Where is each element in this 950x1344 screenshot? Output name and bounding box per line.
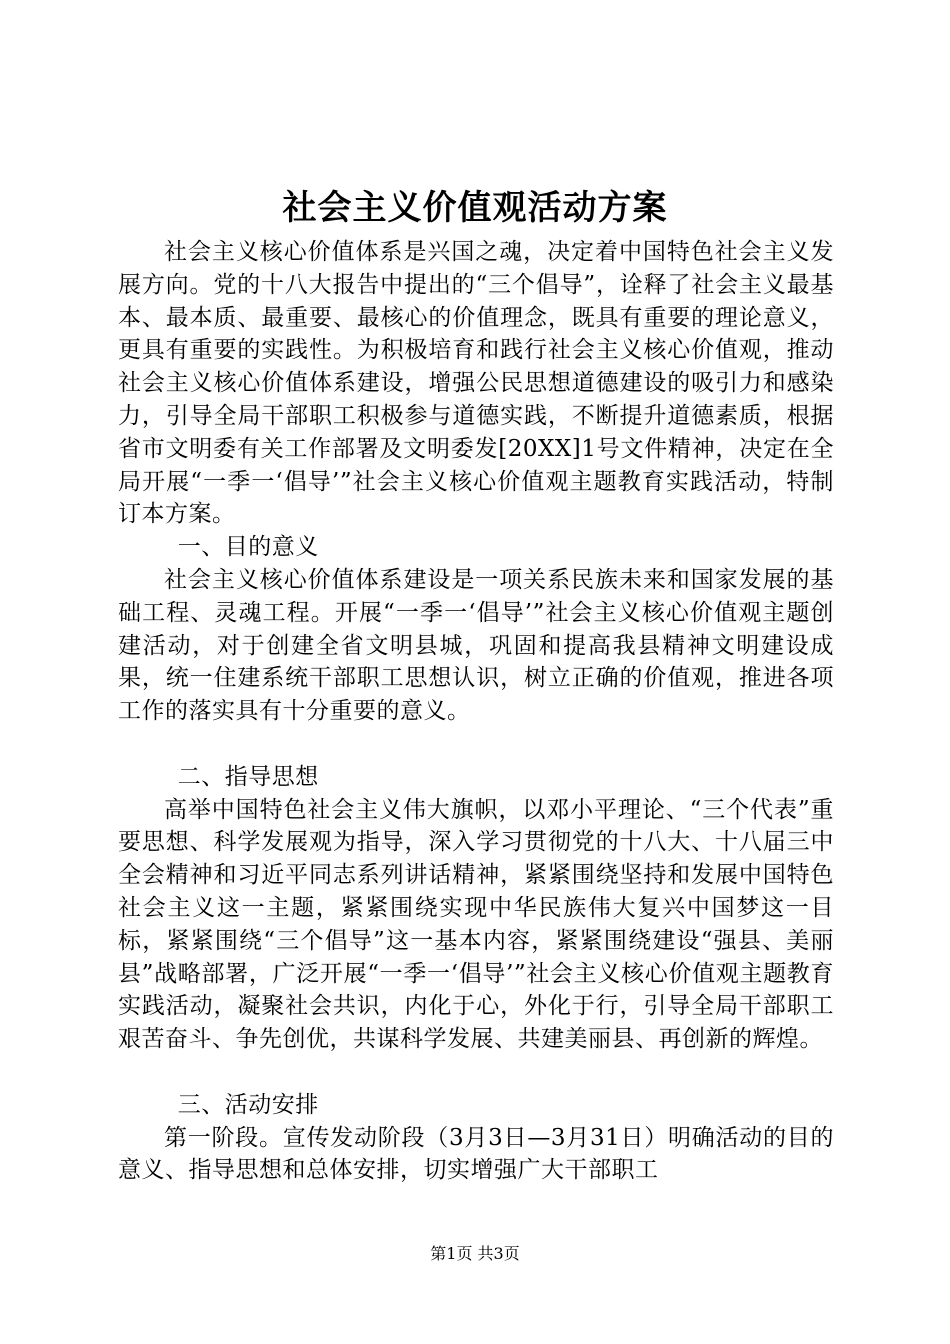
page-number-footer: 第1页 共3页 <box>430 1244 520 1263</box>
guiding-thought-paragraph: 高举中国特色社会主义伟大旗帜，以邓小平理论、“三个代表”重要思想、科学发展观为指导，深入学习贯彻党的十八大、十八届三中全会精神和习近平同志系列讲话精神，紧紧围绕坚持和发展中国特色社会主义这一主题，紧紧围绕实现中华民族伟大复兴中国梦这一目标，紧紧围绕“三个倡导”这一基本内容，紧紧围绕建设“强县、美丽县”战略部署，广泛开展“一季一‘倡导’”社会主义核心价值观主题教育实践活动，凝聚社会共识，内化于心，外化于行，引导全局干部职工艰苦奋斗、争先创优，共谋科学发展、共建美丽县、再创新的辉煌。 <box>118 796 834 1053</box>
section-heading-purpose: 一、目的意义 <box>177 534 319 561</box>
intro-paragraph: 社会主义核心价值体系是兴国之魂，决定着中国特色社会主义发展方向。党的十八大报告中提出的“三个倡导”，诠释了社会主义最基本、最本质、最重要、最核心的价值理念，既具有重要的理论意义，更具有重要的实践性。为积极培育和践行社会主义核心价值观，推动社会主义核心价值体系建设，增强公民思想道德建设的吸引力和感染力，引导全局干部职工积极参与道德实践，不断提升道德素质，根据省市文明委有关工作部署及文明委发[20XX]1号文件精神，决定在全局开展“一季一‘倡导’”社会主义核心价值观主题教育实践活动，特制订本方案。 <box>118 239 834 528</box>
section-heading-guiding-thought: 二、指导思想 <box>177 763 319 790</box>
purpose-paragraph: 社会主义核心价值体系建设是一项关系民族未来和国家发展的基础工程、灵魂工程。开展“一季一‘倡导’”社会主义核心价值观主题创建活动，对于创建全省文明县城，巩固和提高我县精神文明建设成果，统一住建系统干部职工思想认识，树立正确的价值观，推进各项工作的落实具有十分重要的意义。 <box>118 566 834 725</box>
document-body <box>118 236 834 1187</box>
arrangement-paragraph: 第一阶段。宣传发动阶段（3月3日—3月31日）明确活动的目的意义、指导思想和总体安排，切实增强广大干部职工 <box>118 1124 834 1184</box>
section-heading-arrangement: 三、活动安排 <box>177 1091 319 1118</box>
document-title: 社会主义价值观活动方案 <box>282 188 668 228</box>
